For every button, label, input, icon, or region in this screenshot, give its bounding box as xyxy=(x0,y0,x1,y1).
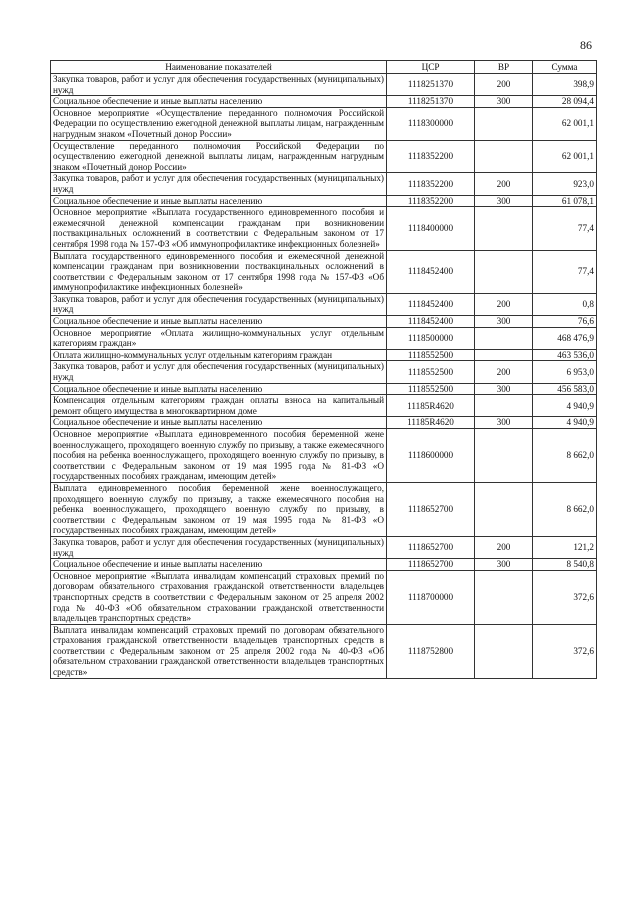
row-csr: 1118300000 xyxy=(387,107,475,140)
row-vr: 300 xyxy=(475,195,533,207)
row-vr xyxy=(475,482,533,536)
row-sum: 923,0 xyxy=(533,173,597,195)
row-csr: 1118352200 xyxy=(387,140,475,173)
row-sum: 62 001,1 xyxy=(533,140,597,173)
table-row xyxy=(51,74,597,96)
row-sum: 4 940,9 xyxy=(533,417,597,429)
budget-table xyxy=(50,60,597,679)
row-name: Социальное обеспечение и иные выплаты населению xyxy=(51,417,387,429)
row-vr xyxy=(475,207,533,250)
row-csr: 1118251370 xyxy=(387,96,475,108)
header-csr: ЦСР xyxy=(387,61,475,74)
row-vr xyxy=(475,624,533,678)
row-vr: 300 xyxy=(475,417,533,429)
row-csr: 11185R4620 xyxy=(387,417,475,429)
row-csr: 11185R4620 xyxy=(387,395,475,417)
row-csr: 1118600000 xyxy=(387,429,475,483)
row-vr: 200 xyxy=(475,293,533,315)
table-row xyxy=(51,293,597,315)
row-sum: 76,6 xyxy=(533,316,597,328)
row-csr: 1118652700 xyxy=(387,482,475,536)
row-sum: 463 536,0 xyxy=(533,349,597,361)
row-name: Компенсация отдельным категориям граждан оплаты взноса на капитальный ремонт общего имущества в многоквартирном доме xyxy=(51,395,387,417)
row-name: Социальное обеспечение и иные выплаты населению xyxy=(51,383,387,395)
table-row xyxy=(51,349,597,361)
table-row xyxy=(51,207,597,250)
table-row xyxy=(51,570,597,624)
row-sum: 456 583,0 xyxy=(533,383,597,395)
row-sum: 468 476,9 xyxy=(533,327,597,349)
table-header-row xyxy=(51,61,597,74)
row-name: Оплата жилищно-коммунальных услуг отдельным категориям граждан xyxy=(51,349,387,361)
row-sum: 28 094,4 xyxy=(533,96,597,108)
row-csr: 1118452400 xyxy=(387,316,475,328)
row-sum: 0,8 xyxy=(533,293,597,315)
table-row xyxy=(51,250,597,293)
row-name: Основное мероприятие «Выплата инвалидам компенсаций страховых премий по договорам обязательного страхования гражданской ответственности владельцев транспортных средств в соответствии с Федеральным законом от 25 апреля 2002 года № 40-ФЗ «Об обязательном страховании гражданской ответственности владельцев транспортных средств» xyxy=(51,570,387,624)
row-vr xyxy=(475,327,533,349)
row-vr: 300 xyxy=(475,383,533,395)
table-row xyxy=(51,417,597,429)
row-sum: 77,4 xyxy=(533,207,597,250)
row-vr xyxy=(475,140,533,173)
row-name: Социальное обеспечение и иные выплаты населению xyxy=(51,96,387,108)
row-vr xyxy=(475,107,533,140)
row-csr: 1118452400 xyxy=(387,293,475,315)
row-vr xyxy=(475,570,533,624)
row-sum: 6 953,0 xyxy=(533,361,597,383)
table-row xyxy=(51,96,597,108)
table-row xyxy=(51,107,597,140)
page-number: 86 xyxy=(580,38,592,52)
row-csr: 1118352200 xyxy=(387,195,475,207)
row-sum: 372,6 xyxy=(533,570,597,624)
row-sum: 8 662,0 xyxy=(533,429,597,483)
table-row xyxy=(51,429,597,483)
row-csr: 1118251370 xyxy=(387,74,475,96)
row-name: Социальное обеспечение и иные выплаты населению xyxy=(51,559,387,571)
row-csr: 1118552500 xyxy=(387,383,475,395)
row-sum: 4 940,9 xyxy=(533,395,597,417)
row-sum: 121,2 xyxy=(533,536,597,558)
row-name: Закупка товаров, работ и услуг для обеспечения государственных (муниципальных) нужд xyxy=(51,173,387,195)
row-sum: 62 001,1 xyxy=(533,107,597,140)
table-row xyxy=(51,173,597,195)
row-vr xyxy=(475,395,533,417)
row-name: Выплата инвалидам компенсаций страховых премий по договорам обязательного страхования гражданской ответственности владельцев транспортных средств в соответствии с Федеральным законом от 25 апреля 2002 года № 40-ФЗ «Об обязательном страховании гражданской ответственности владельцев транспортных средств» xyxy=(51,624,387,678)
row-sum: 8 540,8 xyxy=(533,559,597,571)
row-vr: 200 xyxy=(475,173,533,195)
row-csr: 1118652700 xyxy=(387,536,475,558)
header-vr: ВР xyxy=(475,61,533,74)
row-name: Социальное обеспечение и иные выплаты населению xyxy=(51,316,387,328)
row-vr xyxy=(475,429,533,483)
row-name: Выплата единовременного пособия беременной жене военнослужащего, проходящего военную службу по призыву, а также ежемесячного пособия на ребенка военнослужащего, проходящего военную службу по призыву, в соответствии с Федеральным законом от 19 мая 1995 года № 81-ФЗ «О государственных пособиях гражданам, имеющим детей» xyxy=(51,482,387,536)
row-name: Закупка товаров, работ и услуг для обеспечения государственных (муниципальных) нужд xyxy=(51,293,387,315)
table-row xyxy=(51,624,597,678)
row-name: Осуществление переданного полномочия Российской Федерации по осуществлению ежегодной денежной выплаты лицам, награжденным нагрудным знаком «Почетный донор России» xyxy=(51,140,387,173)
row-csr: 1118700000 xyxy=(387,570,475,624)
table-row xyxy=(51,395,597,417)
header-name: Наименование показателей xyxy=(51,61,387,74)
table-row xyxy=(51,195,597,207)
row-csr: 1118352200 xyxy=(387,173,475,195)
table-row xyxy=(51,536,597,558)
row-vr xyxy=(475,349,533,361)
row-sum: 372,6 xyxy=(533,624,597,678)
table-row xyxy=(51,559,597,571)
row-sum: 77,4 xyxy=(533,250,597,293)
row-sum: 398,9 xyxy=(533,74,597,96)
table-row xyxy=(51,361,597,383)
table-row xyxy=(51,383,597,395)
row-vr: 300 xyxy=(475,559,533,571)
row-name: Социальное обеспечение и иные выплаты населению xyxy=(51,195,387,207)
row-csr: 1118400000 xyxy=(387,207,475,250)
header-sum: Сумма xyxy=(533,61,597,74)
row-name: Закупка товаров, работ и услуг для обеспечения государственных (муниципальных) нужд xyxy=(51,361,387,383)
row-csr: 1118452400 xyxy=(387,250,475,293)
row-name: Закупка товаров, работ и услуг для обеспечения государственных (муниципальных) нужд xyxy=(51,74,387,96)
row-vr xyxy=(475,250,533,293)
row-sum: 61 078,1 xyxy=(533,195,597,207)
table-row xyxy=(51,327,597,349)
row-name: Основное мероприятие «Выплата государственного единовременного пособия и ежемесячной денежной компенсации гражданам при возникновении поствакцинальных осложнений в соответствии с Федеральным законом от 17 сентября 1998 года № 157-ФЗ «Об иммунопрофилактике инфекционных болезней» xyxy=(51,207,387,250)
row-csr: 1118552500 xyxy=(387,349,475,361)
row-name: Закупка товаров, работ и услуг для обеспечения государственных (муниципальных) нужд xyxy=(51,536,387,558)
row-name: Основное мероприятие «Оплата жилищно-коммунальных услуг отдельным категориям граждан» xyxy=(51,327,387,349)
row-vr: 300 xyxy=(475,316,533,328)
row-vr: 200 xyxy=(475,74,533,96)
row-name: Выплата государственного единовременного пособия и ежемесячной денежной компенсации гражданам при возникновении поствакцинальных осложнений в соответствии с Федеральным законом от 17 сентября 1998 года № 157-ФЗ «Об иммунопрофилактике инфекционных болезней» xyxy=(51,250,387,293)
row-vr: 300 xyxy=(475,96,533,108)
row-csr: 1118652700 xyxy=(387,559,475,571)
row-csr: 1118500000 xyxy=(387,327,475,349)
table-row xyxy=(51,482,597,536)
row-name: Основное мероприятие «Выплата единовременного пособия беременной жене военнослужащего, проходящего военную службу по призыву, а также ежемесячного пособия на ребенка военнослужащего, проходящего военную службу по призыву, в соответствии с Федеральным законом от 19 мая 1995 года № 81-ФЗ «О государственных пособиях гражданам, имеющим детей» xyxy=(51,429,387,483)
row-name: Основное мероприятие «Осуществление переданного полномочия Российской Федерации по осуществлению ежегодной денежной выплаты лицам, награжденным нагрудным знаком «Почетный донор России» xyxy=(51,107,387,140)
row-vr: 200 xyxy=(475,361,533,383)
table-row xyxy=(51,140,597,173)
row-sum: 8 662,0 xyxy=(533,482,597,536)
row-csr: 1118552500 xyxy=(387,361,475,383)
table-row xyxy=(51,316,597,328)
row-vr: 200 xyxy=(475,536,533,558)
row-csr: 1118752800 xyxy=(387,624,475,678)
